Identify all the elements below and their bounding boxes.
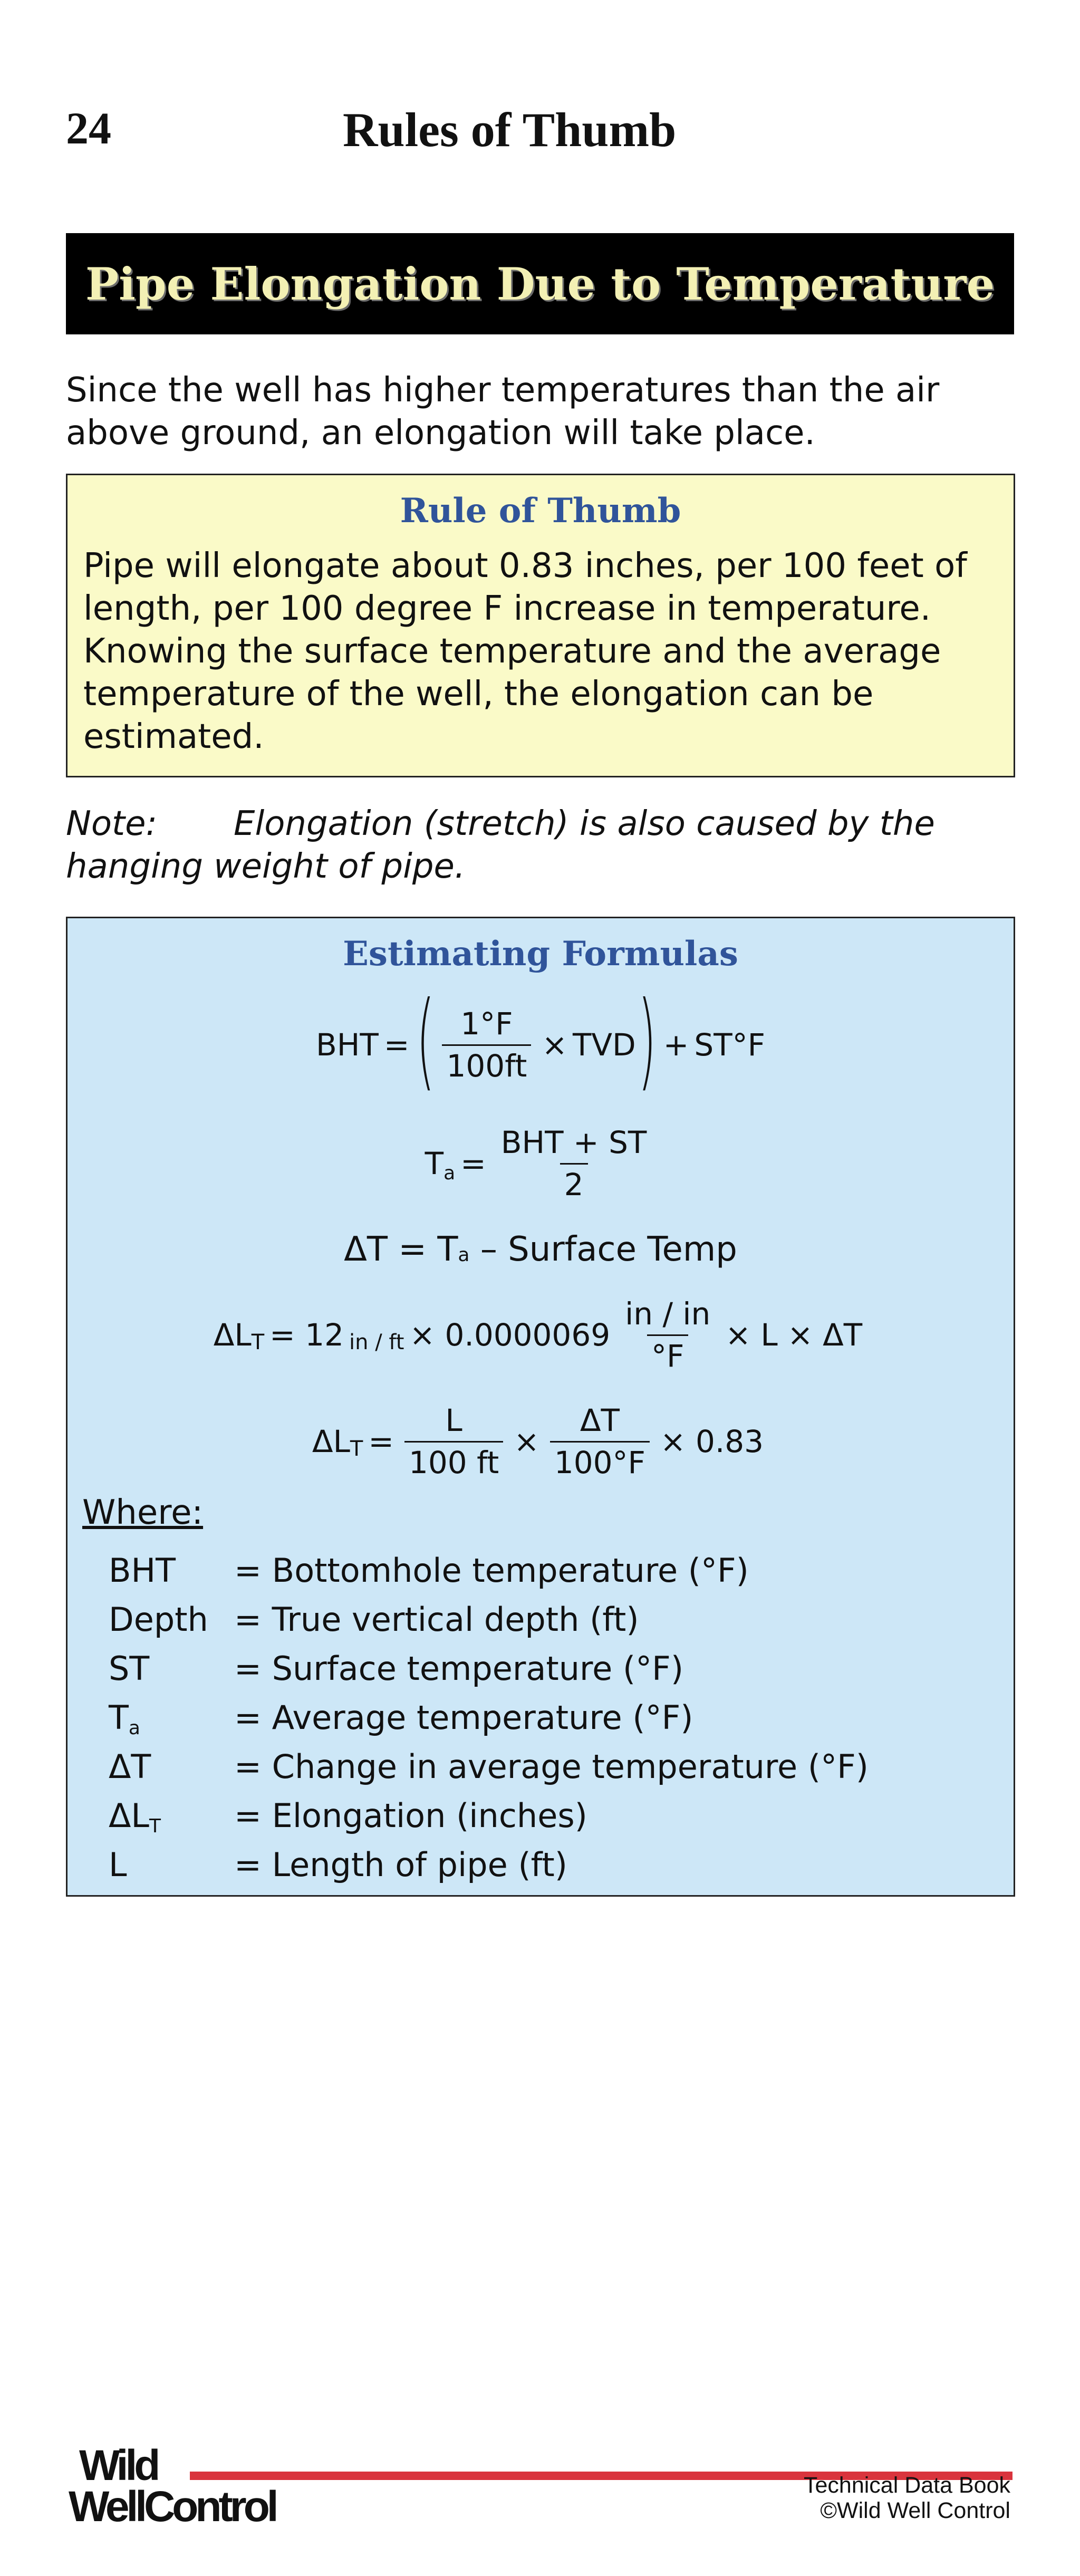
f1-times: × — [542, 1027, 567, 1063]
f4-lhs: ΔL — [213, 1317, 252, 1353]
rule-heading: Rule of Thumb — [400, 491, 681, 531]
f2-denominator: 2 — [560, 1163, 588, 1201]
f1-denominator: 100ft — [442, 1044, 531, 1082]
def-symbol-sub: T — [149, 1815, 161, 1837]
formula-delta-t — [68, 1223, 1014, 1276]
footer-line-2: ©Wild Well Control — [820, 2498, 1010, 2523]
book-title: Rules of Thumb — [343, 103, 677, 157]
f4-tail: × L × ΔT — [725, 1317, 863, 1353]
f5-lhs-sub: T — [350, 1437, 363, 1461]
note — [66, 803, 1015, 888]
def-text: = Bottomhole temperature (°F) — [234, 1551, 749, 1590]
def-symbol — [109, 1600, 234, 1639]
def-symbol-main: Depth — [109, 1600, 208, 1639]
def-text: = Surface temperature (°F) — [234, 1649, 684, 1688]
f4-fraction — [621, 1295, 715, 1374]
definition-row — [109, 1840, 869, 1889]
note-label: Note: — [66, 804, 158, 843]
f5-denominator-2: 100°F — [550, 1441, 650, 1479]
f4-coef-sub: in / ft — [349, 1330, 404, 1354]
formula-heading: Estimating Formulas — [343, 934, 738, 974]
f3-lhs-sub: a — [458, 1244, 470, 1266]
f5-tail: × 0.83 — [660, 1424, 764, 1459]
formula-delta-lt-2 — [68, 1394, 1014, 1489]
f1-rhs: ST°F — [694, 1027, 765, 1063]
formula-bht — [68, 979, 1014, 1102]
def-text: = Average temperature (°F) — [234, 1698, 693, 1737]
def-symbol-main: BHT — [109, 1551, 176, 1590]
f4-numerator: in / in — [625, 1295, 711, 1332]
f4-lhs-sub: T — [251, 1330, 265, 1354]
def-symbol-main: ΔL — [109, 1796, 149, 1835]
rule-of-thumb-box — [66, 474, 1015, 777]
f4-denominator: °F — [647, 1334, 688, 1372]
f1-plus: + — [663, 1027, 689, 1063]
definition-row — [109, 1791, 869, 1840]
def-text: = Length of pipe (ft) — [234, 1846, 567, 1884]
f5-fraction-1 — [404, 1402, 503, 1481]
f2-lhs-main: T — [425, 1146, 444, 1181]
f5-denominator-1: 100 ft — [404, 1441, 503, 1479]
def-symbol — [109, 1747, 234, 1786]
def-symbol-main: L — [109, 1846, 127, 1884]
f5-times: × — [514, 1424, 539, 1459]
def-symbol-sub: a — [128, 1717, 140, 1739]
f1-var: TVD — [572, 1027, 636, 1063]
def-text: = Change in average temperature (°F) — [234, 1747, 869, 1786]
definition-row — [109, 1595, 869, 1644]
def-symbol-main: T — [109, 1698, 129, 1737]
def-symbol — [109, 1796, 234, 1835]
left-paren-glyph: ( — [416, 979, 436, 1102]
formula-ta — [68, 1113, 1014, 1214]
def-symbol — [109, 1698, 234, 1737]
f5-eq: = — [368, 1424, 394, 1459]
f1-numerator: 1°F — [460, 1005, 513, 1042]
definition-row — [109, 1644, 869, 1693]
def-symbol-main: ΔT — [109, 1747, 151, 1786]
f5-numerator-2: ΔT — [580, 1402, 620, 1438]
f5-numerator-1: L — [445, 1402, 462, 1438]
f1-fraction — [442, 1005, 531, 1084]
f5-lhs: ΔL — [312, 1424, 350, 1459]
f1-lhs: BHT — [316, 1027, 379, 1063]
page-title: Pipe Elongation Due to Temperature — [85, 257, 995, 310]
footer-text — [804, 2473, 1010, 2523]
f2-eq: = — [460, 1146, 486, 1181]
footer-line-1: Technical Data Book — [804, 2473, 1010, 2498]
f4-eq: = 12 — [269, 1317, 344, 1353]
f3-rhs: – Surface Temp — [469, 1230, 737, 1269]
def-text: = Elongation (inches) — [234, 1796, 587, 1835]
rule-text: Pipe will elongate about 0.83 inches, per 100 feet of length, per 100 degree F increase in temperature. Knowing the surface temperature and the average temperature of the well, the elongation can be estimated. — [83, 546, 967, 756]
f2-lhs-sub: a — [443, 1162, 456, 1184]
intro-paragraph: Since the well has higher temperatures than the air above ground, an elongation will take place. — [66, 371, 940, 453]
def-symbol — [109, 1649, 234, 1688]
f2-fraction — [497, 1124, 651, 1203]
def-symbol — [109, 1846, 234, 1884]
definition-row — [109, 1693, 869, 1742]
f2-lhs — [425, 1146, 456, 1184]
def-text: = True vertical depth (ft) — [234, 1600, 639, 1639]
definition-row — [109, 1546, 869, 1595]
note-text: Elongation (stretch) is also caused by the hanging weight of pipe. — [66, 804, 935, 886]
formula-box — [66, 917, 1015, 1897]
right-paren-glyph: ) — [638, 979, 657, 1102]
f5-fraction-2 — [550, 1402, 650, 1481]
def-symbol — [109, 1551, 234, 1590]
definition-row — [109, 1742, 869, 1791]
formula-delta-lt-1 — [68, 1287, 1014, 1382]
where-label: Where: — [82, 1493, 204, 1532]
definitions-list — [109, 1546, 869, 1889]
f4-mid: × 0.0000069 — [409, 1317, 611, 1353]
logo-well-control: WellControl — [69, 2483, 276, 2526]
f1-eq: = — [383, 1027, 410, 1063]
title-banner — [66, 233, 1014, 334]
f3-lhs: ΔT = T — [344, 1230, 458, 1269]
def-symbol-main: ST — [109, 1649, 150, 1688]
page-number: 24 — [66, 103, 111, 153]
f2-numerator: BHT + ST — [500, 1124, 647, 1160]
logo-wild: Wild — [79, 2447, 158, 2490]
